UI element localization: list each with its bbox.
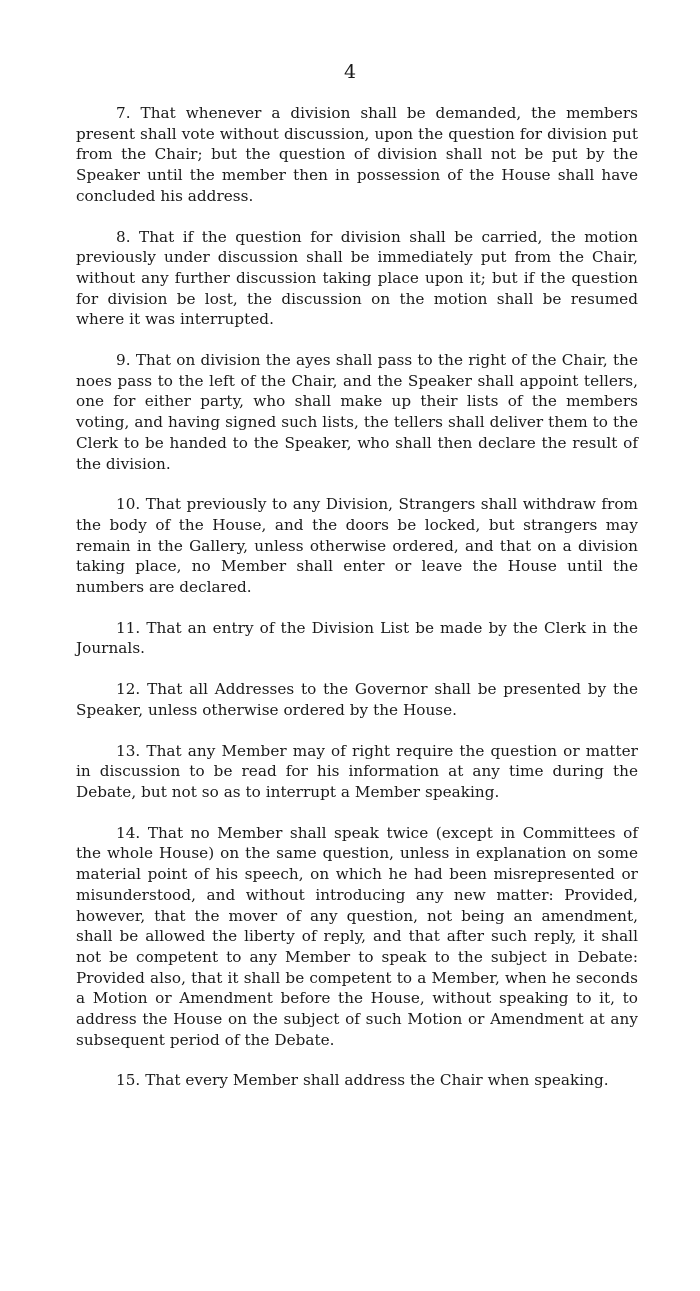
rule-paragraph [76, 823, 638, 1051]
rule-number: 14. [116, 823, 141, 842]
rule-number: 11. [116, 618, 141, 637]
rule-number: 10. [116, 495, 141, 514]
standing-orders-body [76, 103, 638, 1111]
rule-text: That every Member shall address the Chair when speaking. [145, 1071, 609, 1090]
rule-number: 8. [116, 227, 131, 246]
rule-number: 15. [116, 1071, 141, 1090]
rule-text: That any Member may of right require the question or matter in discussion to be read for his information at any time during the Debate, but not so as to interrupt a Member speaking. [76, 741, 638, 801]
rule-number: 12. [116, 680, 141, 699]
rule-text: That if the question for division shall be carried, the motion previously under discussion shall be immediately put from the Chair, without any further discussion taking place upon it; but if the question for division be lost, the discussion on the motion shall be resumed where it was interrupted. [76, 227, 638, 329]
rule-paragraph [76, 103, 638, 207]
rule-paragraph [76, 679, 638, 720]
rule-paragraph [76, 494, 638, 598]
rule-text: That previously to any Division, Strangers shall withdraw from the body of the House, and the doors be locked, but strangers may remain in the Gallery, unless otherwise ordered, and that on a division taking place, no Member shall enter or leave the House until the numbers are declared. [76, 495, 638, 597]
page-number: 4 [343, 61, 357, 83]
rule-paragraph [76, 1070, 638, 1091]
rule-paragraph [76, 227, 638, 331]
rule-paragraph [76, 618, 638, 659]
rule-paragraph [76, 350, 638, 474]
rule-text: That whenever a division shall be demanded, the members present shall vote without discussion, upon the question for division put from the Chair; but the question of division shall not be put by the Speaker until the member then in possession of the House shall have concluded his address. [76, 104, 638, 205]
rule-text: That on division the ayes shall pass to the right of the Chair, the noes pass to the left of the Chair, and the Speaker shall appoint tellers, one for either party, who shall make up their lists of the members voting, and having signed such lists, the tellers shall deliver them to the Clerk to be handed to the Speaker, who shall then declare the result of the division. [76, 351, 638, 473]
rule-number: 7. [116, 104, 131, 122]
rule-text: That all Addresses to the Governor shall be presented by the Speaker, unless otherwise ordered by the House. [76, 680, 638, 719]
rule-number: 13. [116, 741, 141, 760]
rule-paragraph [76, 741, 638, 803]
rule-number: 9. [116, 351, 131, 370]
rule-text: That an entry of the Division List be made by the Clerk in the Journals. [76, 618, 638, 658]
rule-text: That no Member shall speak twice (except in Committees of the whole House) on the same question, unless in explanation on some material point of his speech, on which he had been misrepresented or misunderstood, and without introducing any new matter: Provided, however, that the mover of any question, not being an amendment, shall be allowed the liberty of reply, and that after such reply, it shall not be competent to any Member to speak to the subject in Debate: Provided also, that it shall be competent to a Member, when he seconds a Motion or Amendment before the House, without speaking to it, to address the House on the subject of such Motion or Amendment at any subsequent period of the Debate. [76, 823, 638, 1049]
